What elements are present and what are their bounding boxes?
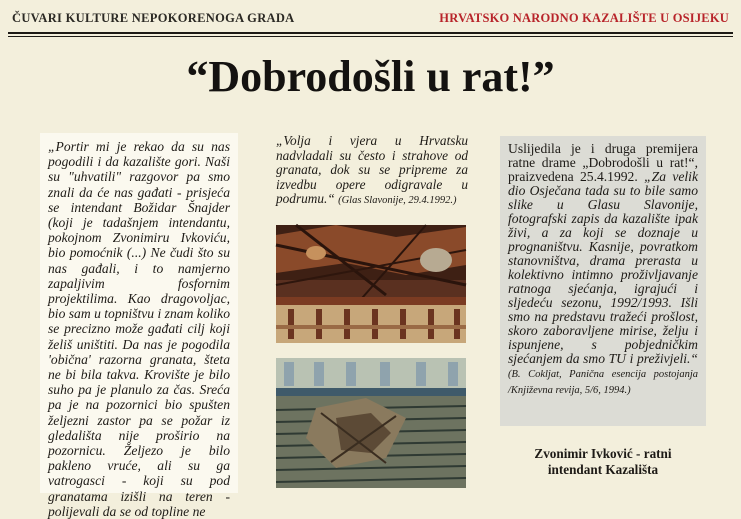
header-section-title: ČUVARI KULTURE NEPOKORENOGA GRADA [12,11,295,25]
burned-theatre-ceiling-photo [276,225,466,343]
page-title: “Dobrodošli u rat!” [186,52,555,101]
header-theatre-name: HRVATSKO NARODNO KAZALIŠTE U OSIJEKU [439,11,729,25]
header-rule-thick [8,32,733,34]
header-rule-thin [8,36,733,37]
column3-quote: „Za velik dio Osječana tada su to bile samo slike u Glasu Slavonije, fotografski zapis da kazalište ipak živi, a za koji se doznaje u prognaništvu. Kasnije, povratkom stanovništva, drama prerasta u kolektivno intimno proživljavanje ratnoga sjećanja, igrajući i sljedeću sezonu, 1992/1993. Išli smo na predstavu tražeći prošlost, skoro zaboravljene mirise, želju i ispunjene, s pobjedničkim sjećanjem da smo TU i preživjeli.“ [508,169,698,366]
column3-source: (B. Cokljat, Panična esencija postojanja /Književna revija, 5/6, 1994.) [508,369,698,396]
damaged-auditorium-photo [276,358,466,488]
article-column-right [500,136,706,426]
caption-line-2: intendant Kazališta [547,462,659,477]
column1-text: „Portir mi je rekao da su nas pogodili i da kazalište gori. Naši su "uhvatili" razgovor pa smo znali da će nas gađati - prisjeća se intendant Božidar Šnajder (koji je tadašnjem intendantu, pokojnom Zvonimiru Ivkoviću, bio pomoćnik (...) Ne čudi što su nas gađali, i to namjerno zapaljivim fosfornim projektilima. Kao dragovoljac, bio sam u topništvu i znam koliko se precizno može gađati cilj koji želiš uništiti. Da nas je pogodila 'obična' razorna granata, šteta ne bi bila takva. Krovište je bilo suho pa je planulo za čas. Sreća pa je na pozornici bio spušten željezni zastor pa se požar iz gledališta nije proširio na pozornicu. Željezo je bilo pakleno vruće, ali su ga vatrogasci - koji su pod granatama izišli na teren - polijevali da se od topline ne [48,139,230,519]
photo-caption [500,446,706,478]
article-column-middle [276,134,468,209]
column2-source: (Glas Slavonije, 29.4.1992.) [338,195,457,207]
article-column-left [40,133,238,519]
column3-intro: Uslijedila je i druga premijera ratne drame „Dobrodošli u rat!“, praizvedena 25.4.1992. [508,141,698,184]
caption-line-1: Zvonimir Ivković - ratni [534,446,672,461]
column2-quote: „Volja i vjera u Hrvatsku nadvladali su često i strahove od granata, dok su se pripreme za izvedbu opere odigravale u podrumu.“ [276,133,468,207]
